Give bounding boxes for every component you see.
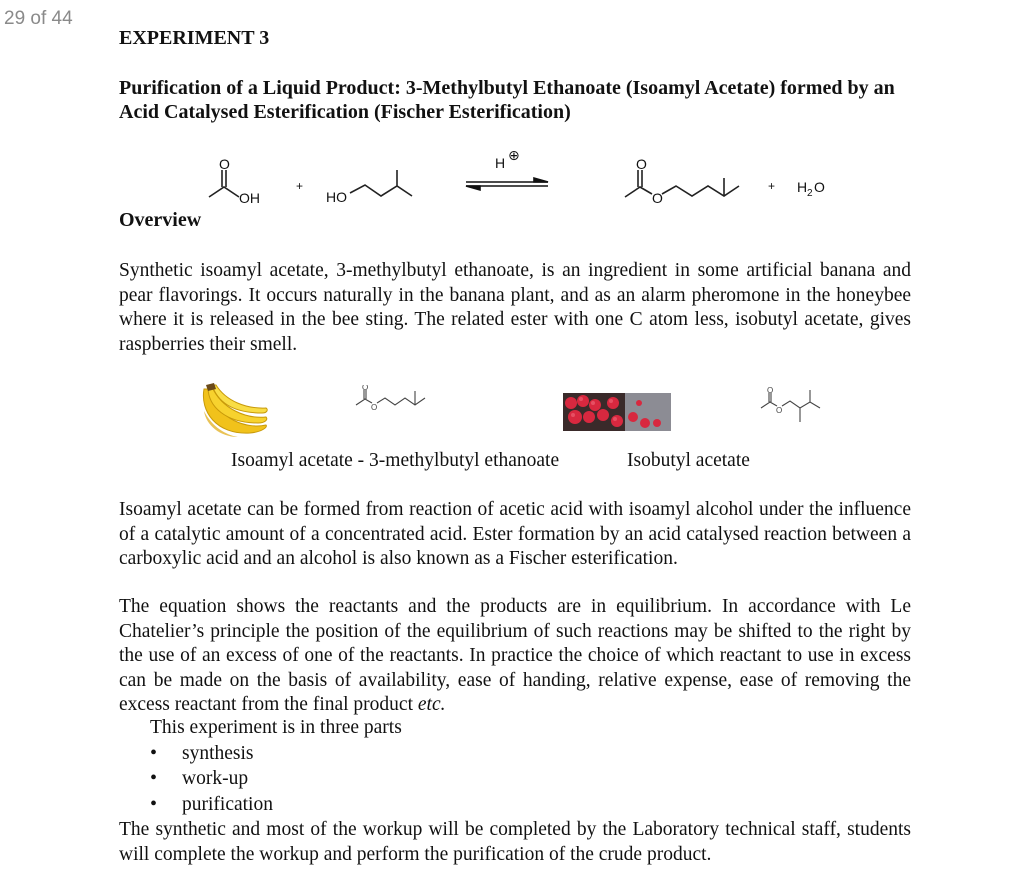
reaction-scheme xyxy=(0,140,1024,220)
banana-image xyxy=(198,381,270,441)
caption-isoamyl-acetate: Isoamyl acetate - 3-methylbutyl ethanoate xyxy=(231,450,560,471)
ester-carbonyl xyxy=(638,170,642,187)
paragraph-equilibrium-etc: etc. xyxy=(417,694,446,715)
isobutyl-carbonyl-o-label: O xyxy=(767,386,774,395)
water-h-label: H xyxy=(797,179,808,195)
isoamyl-ester-o-label: O xyxy=(371,403,378,412)
isobutyl-ester-o-label: O xyxy=(776,406,783,415)
experiment-subtitle: Purification of a Liquid Product: 3-Methylbutyl Ethanoate (Isoamyl Acetate) formed by an Acid Catalysed Esterification (Fischer Esterification) xyxy=(119,77,895,123)
water-o-label: O xyxy=(814,179,825,195)
plus-sign-1: + xyxy=(296,179,304,193)
acetic-acid-o-label: O xyxy=(219,156,230,172)
paragraph-equilibrium xyxy=(119,595,911,718)
paragraph-intro: Synthetic isoamyl acetate, 3-methylbutyl ethanoate, is an ingredient in some artificial banana and pear flavorings. It occurs naturally in the banana plant, and as an alarm pheromone in the honeybee where it is released in the bee sting. The related ester with one C atom less, isobutyl acetate, gives raspberries their smell. xyxy=(119,260,911,355)
water-subscript: 2 xyxy=(807,188,813,199)
plus-sign-2: + xyxy=(768,179,776,193)
acetic-acid-carbonyl xyxy=(222,170,226,187)
isoamyl-alcohol-bonds xyxy=(350,170,412,196)
experiment-parts-list xyxy=(150,715,402,817)
parts-intro: This experiment is in three parts xyxy=(150,717,402,738)
oh-label: OH xyxy=(239,190,260,206)
catalyst-h-label: H xyxy=(495,155,506,171)
overview-heading: Overview xyxy=(119,209,202,231)
paragraph-equilibrium-text: The equation shows the reactants and the products are in equilibrium. In accordance with Le Chatelier’s principle the position of the equilibrium of such reactions may be shifted to the right by the use of an excess of one of the reactants. In practice the choice of which reactant to use in excess can be made on the basis of availability, ease of handing, relative expense, ease of removing the excess reactant from the final product xyxy=(119,596,911,715)
ester-o-label: O xyxy=(652,190,663,206)
isobutyl-acetate-structure xyxy=(758,386,838,430)
catalyst-charge-icon: ⊕ xyxy=(508,147,520,163)
experiment-title: EXPERIMENT 3 xyxy=(119,27,270,49)
ho-label: HO xyxy=(326,189,347,205)
list-item-synthesis: • synthesis xyxy=(150,741,402,767)
caption-isobutyl-acetate: Isobutyl acetate xyxy=(627,450,750,471)
paragraph-formation: Isoamyl acetate can be formed from reaction of acetic acid with isoamyl alcohol under the influence of a catalytic amount of a concentrated acid. Ester formation by an acid catalysed reaction between a carboxylic acid and an alcohol is also known as a Fischer esterification. xyxy=(119,499,911,569)
list-item-work-up: • work-up xyxy=(150,766,402,792)
list-item-purification: • purification xyxy=(150,792,402,818)
isoamyl-carbonyl-o-label: O xyxy=(362,385,369,392)
ester-carbonyl-o-label: O xyxy=(636,156,647,172)
raspberries-image xyxy=(563,393,671,431)
isoamyl-acetate-structure xyxy=(353,385,443,425)
page-counter: 29 of 44 xyxy=(4,8,73,29)
paragraph-workup-note: The synthetic and most of the workup will be completed by the Laboratory technical staff, students will complete the workup and perform the purification of the crude product. xyxy=(119,819,911,865)
acetic-acid-bonds xyxy=(209,187,239,197)
